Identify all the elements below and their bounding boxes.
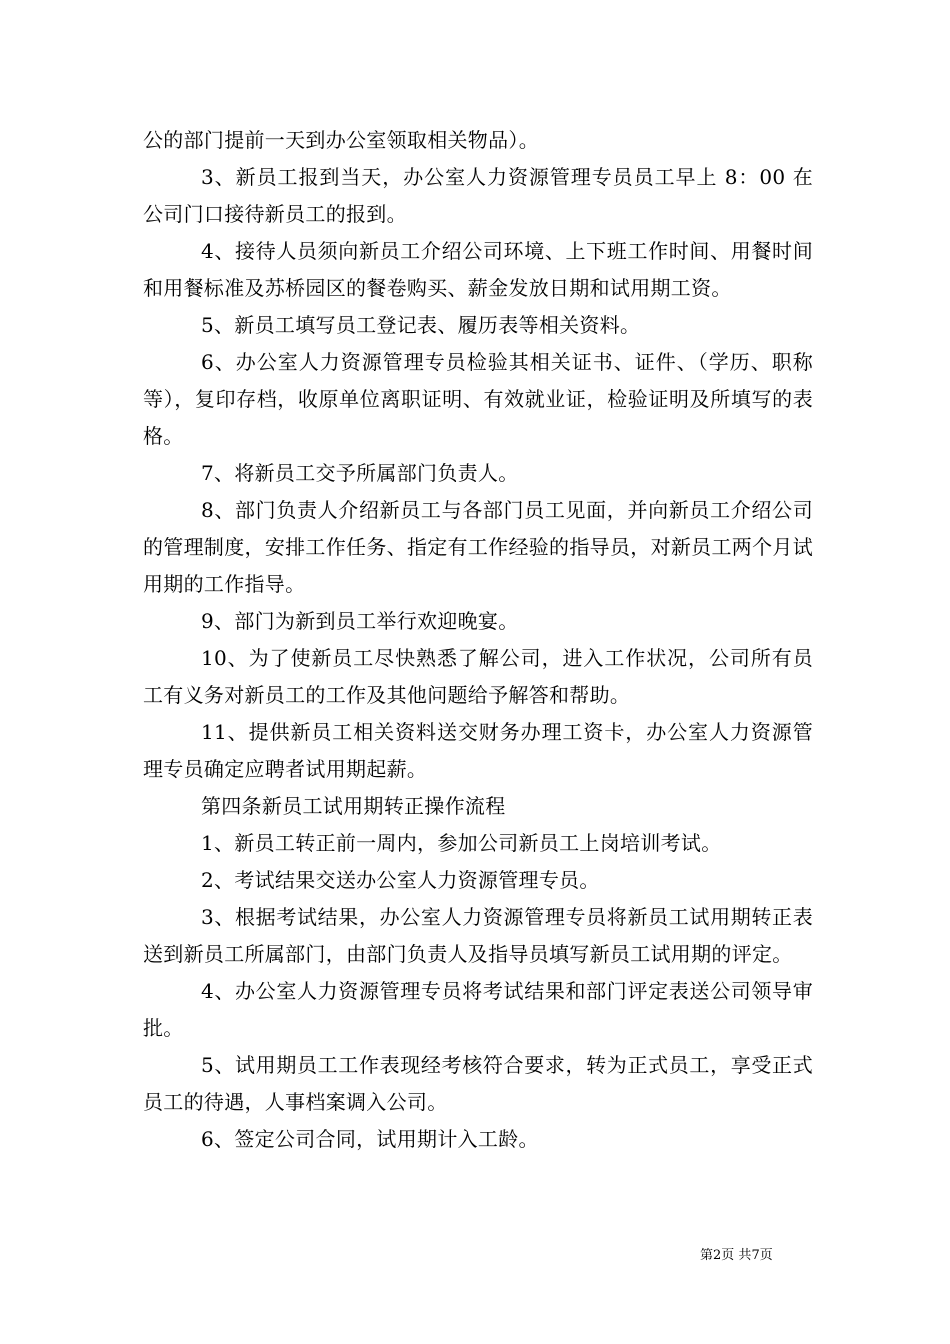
- footer-prefix: 第: [700, 1248, 714, 1263]
- paragraph-7: 8、部门负责人介绍新员工与各部门员工见面，并向新员工介绍公司的管理制度，安排工作任务、指定有工作经验的指导员，对新员工两个月试用期的工作指导。: [143, 498, 813, 596]
- paragraph-10: 11、提供新员工相关资料送交财务办理工资卡，办公室人力资源管理专员确定应聘者试用期起薪。: [143, 720, 813, 781]
- document-body: [143, 122, 813, 1158]
- section-heading: 第四条新员工试用期转正操作流程: [201, 794, 506, 818]
- footer-middle: 页 共: [721, 1248, 752, 1263]
- paragraph-3: 4、接待人员须向新员工介绍公司环境、上下班工作时间、用餐时间和用餐标准及苏桥园区的餐卷购买、薪金发放日期和试用期工资。: [143, 239, 813, 300]
- footer-total-pages: 7: [751, 1248, 760, 1263]
- paragraph-16: 5、试用期员工工作表现经考核符合要求，转为正式员工，享受正式员工的待遇，人事档案调入公司。: [143, 1053, 813, 1114]
- paragraph-8: 9、部门为新到员工举行欢迎晚宴。: [201, 609, 519, 633]
- page-footer: [700, 1248, 773, 1264]
- paragraph-12: 1、新员工转正前一周内，参加公司新员工上岗培训考试。: [201, 831, 722, 855]
- footer-current-page: 2: [713, 1248, 722, 1263]
- paragraph-14: 3、根据考试结果，办公室人力资源管理专员将新员工试用期转正表送到新员工所属部门，由部门负责人及指导员填写新员工试用期的评定。: [143, 905, 813, 966]
- footer-suffix: 页: [759, 1248, 773, 1263]
- paragraph-13: 2、考试结果交送办公室人力资源管理专员。: [201, 868, 600, 892]
- paragraph-9: 10、为了使新员工尽快熟悉了解公司，进入工作状况，公司所有员工有义务对新员工的工作及其他问题给予解答和帮助。: [143, 646, 813, 707]
- paragraph-1: 公的部门提前一天到办公室领取相关物品）。: [143, 128, 539, 152]
- paragraph-4: 5、新员工填写员工登记表、履历表等相关资料。: [201, 313, 641, 337]
- paragraph-15: 4、办公室人力资源管理专员将考试结果和部门评定表送公司领导审批。: [143, 979, 813, 1040]
- paragraph-6: 7、将新员工交予所属部门负责人。: [201, 461, 519, 485]
- paragraph-2: 3、新员工报到当天，办公室人力资源管理专员员工早上 8：00 在公司门口接待新员工的报到。: [143, 165, 813, 226]
- paragraph-17: 6、签定公司合同，试用期计入工龄。: [201, 1127, 539, 1151]
- paragraph-5: 6、办公室人力资源管理专员检验其相关证书、证件、（学历、职称等），复印存档，收原单位离职证明、有效就业证，检验证明及所填写的表格。: [143, 350, 813, 448]
